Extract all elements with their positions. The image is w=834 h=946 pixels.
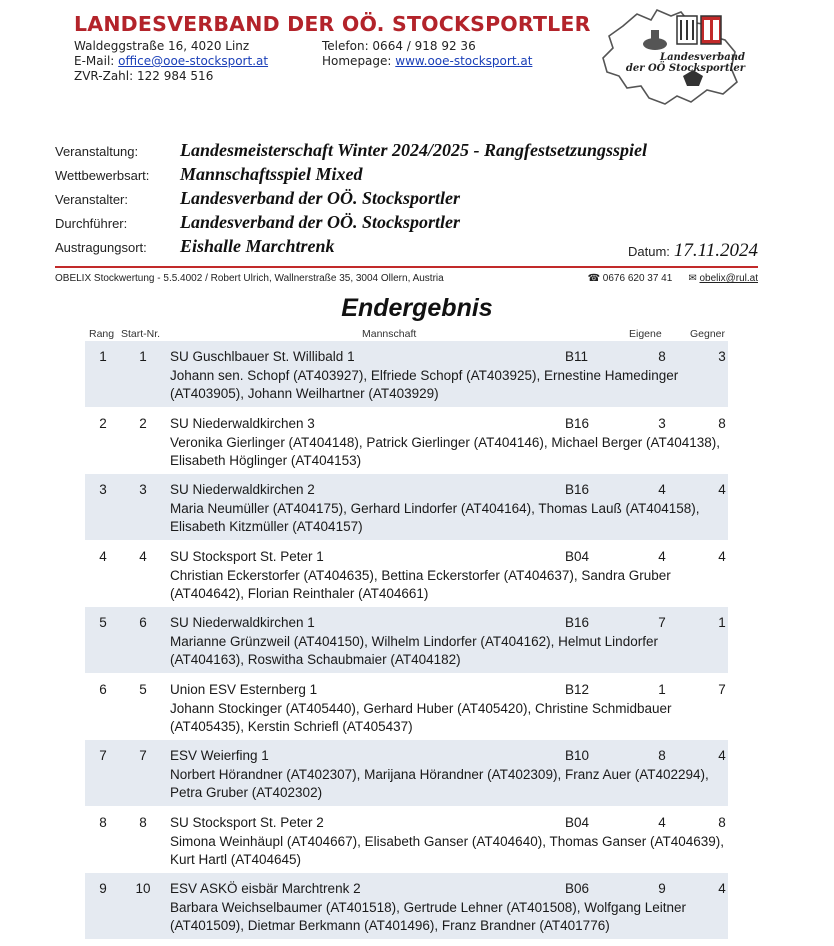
players-list: Norbert Hörandner (AT402307), Marijana Hörandner (AT402309), Franz Auer (AT402294), Petra Gruber (AT402302)	[170, 767, 709, 800]
start-number-cell: 10	[135, 881, 151, 896]
group-cell: B10	[565, 748, 590, 763]
team-name-cell: SU Niederwaldkirchen 1	[170, 615, 315, 630]
homepage-link[interactable]: www.ooe-stocksport.at	[395, 54, 533, 68]
organization-name: LANDESVERBAND DER OÖ. STOCKSPORTLER	[74, 12, 591, 36]
contact-block	[74, 39, 574, 84]
start-number-cell: 6	[139, 615, 147, 630]
opponent-points-cell: 4	[718, 881, 726, 896]
col-team: Mannschaft	[362, 328, 417, 340]
own-points-cell: 8	[658, 748, 666, 763]
software-email-link[interactable]: obelix@rul.at	[699, 273, 758, 284]
address: Waldeggstraße 16, 4020 Linz	[74, 39, 250, 53]
software-footer	[55, 273, 758, 284]
team-name-cell: SU Niederwaldkirchen 3	[170, 415, 315, 431]
group-cell: B12	[565, 681, 590, 697]
result-row	[85, 873, 728, 939]
group-cell: B16	[565, 415, 590, 431]
rank-cell: 4	[99, 548, 107, 564]
start-number-cell: 4	[139, 548, 147, 564]
col-rank: Rang	[89, 328, 115, 340]
players-list: Johann sen. Schopf (AT403927), Elfriede Schopf (AT403925), Ernestine Hamedinger (AT403905), Johann Weilhartner (AT403929)	[170, 368, 679, 401]
opponent-points-cell: 4	[718, 548, 726, 564]
event-label: Veranstaltung:	[55, 144, 139, 159]
result-title: Endergebnis	[341, 294, 493, 322]
divider-line	[55, 266, 758, 268]
opponent-points-cell: 1	[718, 615, 726, 630]
rank-cell: 1	[99, 349, 107, 364]
opponent-points-cell: 7	[718, 681, 726, 697]
own-points-cell: 3	[658, 415, 666, 431]
players-list: Johann Stockinger (AT405440), Gerhard Huber (AT405420), Christine Schmidbauer (AT405435), Kerstin Schriefl (AT405437)	[170, 700, 672, 734]
group-cell: B11	[565, 349, 589, 364]
event-details	[55, 140, 758, 260]
own-points-cell: 9	[658, 881, 666, 896]
opponent-points-cell: 4	[718, 482, 726, 497]
players-list: Barbara Weichselbaumer (AT401518), Gertrude Lehner (AT401508), Wolfgang Leitner (AT401509), Dietmar Berkmann (AT401496), Franz Brandner (AT401776)	[170, 900, 687, 933]
start-number-cell: 3	[139, 482, 147, 497]
association-logo	[585, 6, 745, 108]
result-row	[85, 408, 728, 474]
group-cell: B06	[565, 881, 590, 896]
date-value: 17.11.2024	[673, 240, 758, 261]
result-row	[85, 607, 728, 673]
team-name-cell: ESV Weierfing 1	[170, 748, 269, 763]
team-name-cell: SU Stocksport St. Peter 2	[170, 814, 324, 830]
letterhead	[74, 12, 591, 84]
players-list: Christian Eckerstorfer (AT404635), Bettina Eckerstorfer (AT404637), Sandra Gruber (AT404642), Florian Reinthaler (AT404661)	[170, 567, 671, 601]
logo-text-line2: der OÖ Stocksportler	[625, 63, 745, 74]
host-label: Durchführer:	[55, 216, 128, 231]
email-label: E-Mail:	[74, 54, 115, 68]
result-row	[85, 807, 728, 873]
start-number-cell: 1	[139, 349, 147, 364]
team-name-cell: ESV ASKÖ eisbär Marchtrenk 2	[170, 881, 361, 896]
team-name-cell: SU Guschlbauer St. Willibald 1	[170, 349, 355, 364]
col-opponent-points: Gegner	[690, 328, 726, 340]
rank-cell: 7	[99, 748, 107, 763]
date-block	[628, 240, 758, 262]
team-name-cell: SU Niederwaldkirchen 2	[170, 482, 315, 497]
group-cell: B04	[565, 814, 590, 830]
result-row	[85, 341, 728, 407]
result-row	[85, 740, 728, 806]
host-value: Landesverband der OÖ. Stocksportler	[180, 212, 460, 232]
team-name-cell: SU Stocksport St. Peter 1	[170, 548, 324, 564]
event-value: Landesmeisterschaft Winter 2024/2025 - Rangfestsetzungsspiel	[180, 140, 648, 160]
result-row	[85, 541, 728, 607]
own-points-cell: 8	[658, 349, 666, 364]
group-cell: B16	[565, 615, 590, 630]
own-points-cell: 4	[658, 548, 666, 564]
opponent-points-cell: 3	[718, 349, 726, 364]
results-table	[85, 341, 728, 940]
col-own-points: Eigene	[629, 328, 662, 340]
own-points-cell: 7	[658, 615, 666, 630]
team-name-cell: Union ESV Esternberg 1	[170, 681, 318, 697]
players-list: Veronika Gierlinger (AT404148), Patrick Gierlinger (AT404146), Michael Berger (AT404138), Elisabeth Höglinger (AT404153)	[170, 434, 720, 468]
software-phone: ☎ 0676 620 37 41	[587, 273, 673, 284]
result-row	[85, 474, 728, 540]
rank-cell: 2	[99, 415, 107, 431]
start-number-cell: 8	[139, 814, 147, 830]
opponent-points-cell: 4	[718, 748, 726, 763]
competition-type-value: Mannschaftsspiel Mixed	[180, 164, 363, 184]
rank-cell: 8	[99, 814, 107, 830]
mail-icon: ✉	[688, 273, 697, 284]
organizer-value: Landesverband der OÖ. Stocksportler	[180, 188, 460, 208]
group-cell: B04	[565, 548, 590, 564]
phone: Telefon: 0664 / 918 92 36	[322, 39, 476, 53]
zvr-number: ZVR-Zahl: 122 984 516	[74, 69, 214, 83]
players-list: Marianne Grünzweil (AT404150), Wilhelm Lindorfer (AT404162), Helmut Lindorfer (AT404163), Roswitha Schaubmaier (AT404182)	[170, 634, 658, 667]
players-list: Maria Neumüller (AT404175), Gerhard Lindorfer (AT404164), Thomas Lauß (AT404158), Elisabeth Kitzmüller (AT404157)	[170, 501, 700, 534]
start-number-cell: 5	[139, 681, 147, 697]
organizer-label: Veranstalter:	[55, 192, 128, 207]
date-label: Datum:	[628, 244, 670, 259]
start-number-cell: 7	[139, 748, 147, 763]
homepage-label: Homepage:	[322, 54, 392, 68]
start-number-cell: 2	[139, 415, 147, 431]
result-row	[85, 674, 728, 740]
venue-value: Eishalle Marchtrenk	[180, 236, 335, 256]
email-link[interactable]: office@ooe-stocksport.at	[118, 54, 269, 68]
opponent-points-cell: 8	[718, 814, 726, 830]
opponent-points-cell: 8	[718, 415, 726, 431]
own-points-cell: 4	[658, 482, 666, 497]
competition-type-label: Wettbewerbsart:	[55, 168, 150, 183]
players-list: Simona Weinhäupl (AT404667), Elisabeth Ganser (AT404640), Thomas Ganser (AT404639), Kurt Hartl (AT404645)	[170, 833, 725, 867]
venue-label: Austragungsort:	[55, 240, 147, 255]
software-info: OBELIX Stockwertung - 5.5.4002 / Robert Ulrich, Wallnerstraße 35, 3004 Ollern, Austria	[55, 273, 444, 284]
rank-cell: 5	[99, 615, 107, 630]
col-start-number: Start-Nr.	[121, 328, 161, 340]
own-points-cell: 1	[658, 681, 666, 697]
group-cell: B16	[565, 482, 590, 497]
rank-cell: 6	[99, 681, 107, 697]
own-points-cell: 4	[658, 814, 666, 830]
rank-cell: 3	[99, 482, 107, 497]
rank-cell: 9	[99, 881, 107, 896]
logo-text-line1: Landesverband	[660, 52, 745, 63]
